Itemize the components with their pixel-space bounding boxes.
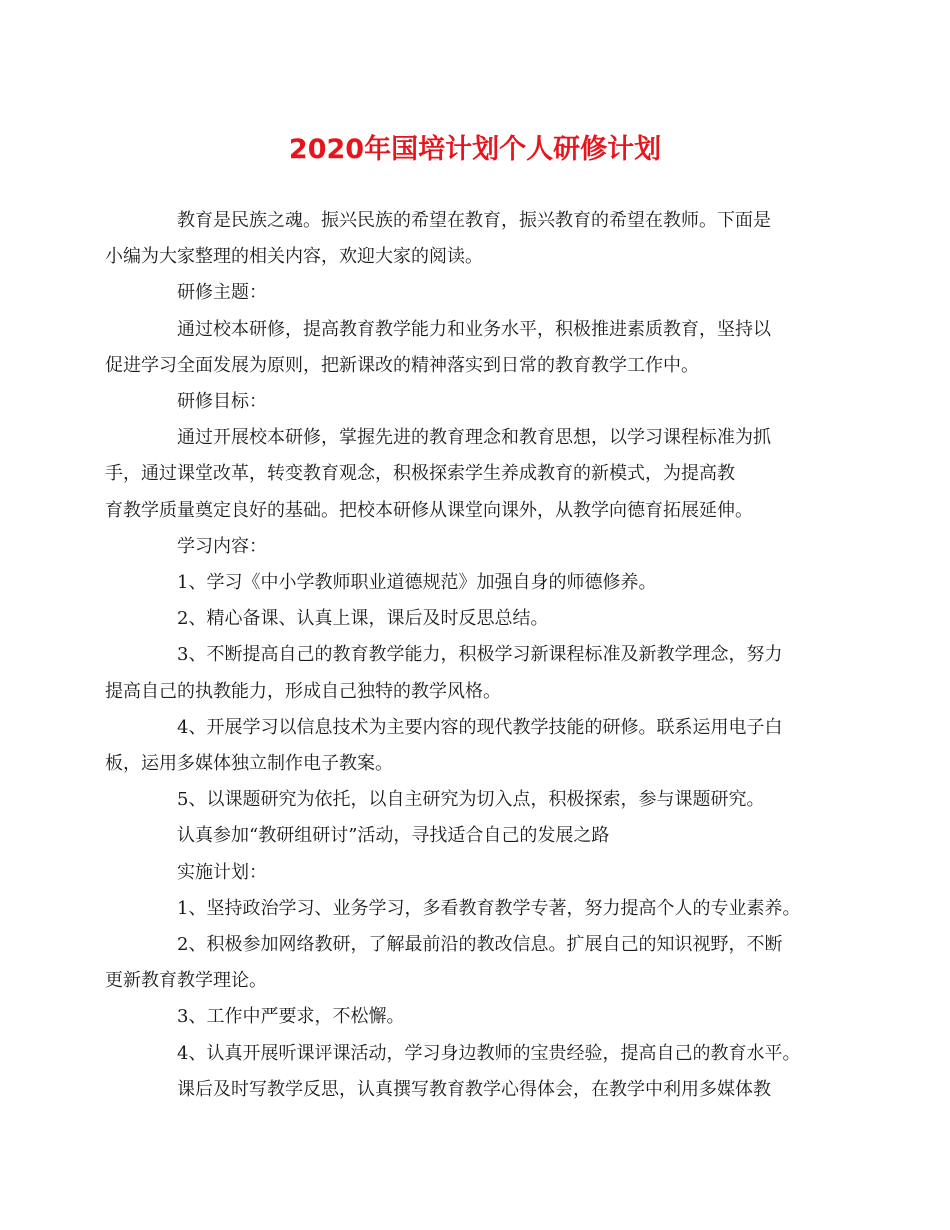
text-line: 板，运用多媒体独立制作电子教案。: [105, 753, 393, 775]
text-line: 通过校本研修，提高教育教学能力和业务水平，积极推进素质教育，坚持以: [177, 318, 771, 340]
list-item-plan-3: [141, 999, 813, 1035]
list-item-plan-4: [141, 1036, 813, 1072]
text-line: 课后及时写教学反思，认真撰写教育教学心得体会，在教学中利用多媒体教: [177, 1078, 771, 1100]
text-line: 小编为大家整理的相关内容，欢迎大家的阅读。: [105, 246, 483, 268]
text-line: 1、坚持政治学习、业务学习，多看教育教学专著，努力提高个人的专业素养。: [177, 897, 801, 919]
heading-research-theme: [141, 275, 813, 311]
text-line: 3、不断提高自己的教育教学能力，积极学习新课程标准及新教学理念，努力: [177, 644, 783, 666]
paragraph-research-goal: [105, 420, 813, 529]
list-item-study-4: [105, 710, 813, 782]
list-item-study-5: [141, 782, 813, 818]
heading-research-goal: [141, 384, 813, 420]
text-line: 4、开展学习以信息技术为主要内容的现代教学技能的研修。联系运用电子白: [177, 716, 783, 738]
text-line: 学习内容：: [177, 535, 267, 557]
text-line: 研修目标：: [177, 391, 267, 413]
paragraph-reflection: [141, 1072, 813, 1108]
text-line: 手，通过课堂改革，转变教育观念，积极探索学生养成教育的新模式，为提高教: [105, 463, 735, 485]
list-item-study-2: [141, 601, 813, 637]
paragraph-intro: [105, 203, 813, 275]
list-item-study-1: [141, 565, 813, 601]
text-line: 育教学质量奠定良好的基础。把校本研修从课堂向课外，从教学向德育拓展延伸。: [105, 499, 753, 521]
document-body: [105, 203, 813, 1108]
text-line: 3、工作中严要求，不松懈。: [177, 1006, 405, 1028]
text-line: 研修主题：: [177, 282, 267, 304]
list-item-study-3: [105, 637, 813, 709]
list-item-plan-1: [141, 891, 813, 927]
text-line: 通过开展校本研修，掌握先进的教育理念和教育思想，以学习课程标准为抓: [177, 427, 771, 449]
text-line: 1、学习《中小学教师职业道德规范》加强自身的师德修养。: [177, 572, 657, 594]
text-line: 4、认真开展听课评课活动，学习身边教师的宝贵经验，提高自己的教育水平。: [177, 1042, 801, 1064]
heading-implementation-plan: [141, 855, 813, 891]
list-item-plan-2: [105, 927, 813, 999]
text-line: 2、精心备课、认真上课，课后及时反思总结。: [177, 608, 549, 630]
text-line: 促进学习全面发展为原则，把新课改的精神落实到日常的教育教学工作中。: [105, 354, 699, 376]
text-line: 认真参加“教研组研讨”活动，寻找适合自己的发展之路: [177, 825, 610, 847]
document-title: 2020年国培计划个人研修计划: [288, 134, 662, 165]
text-line: 5、以课题研究为依托，以自主研究为切入点，积极探索，参与课题研究。: [177, 789, 765, 811]
paragraph-teaching-research: [141, 818, 813, 854]
text-line: 提高自己的执教能力，形成自己独特的教学风格。: [105, 680, 501, 702]
heading-study-content: [141, 529, 813, 565]
text-line: 实施计划：: [177, 861, 267, 883]
text-line: 2、积极参加网络教研，了解最前沿的教改信息。扩展自己的知识视野，不断: [177, 934, 783, 956]
text-line: 更新教育教学理论。: [105, 970, 267, 992]
text-line: 教育是民族之魂。振兴民族的希望在教育，振兴教育的希望在教师。下面是: [177, 210, 771, 231]
paragraph-research-theme: [105, 312, 813, 384]
